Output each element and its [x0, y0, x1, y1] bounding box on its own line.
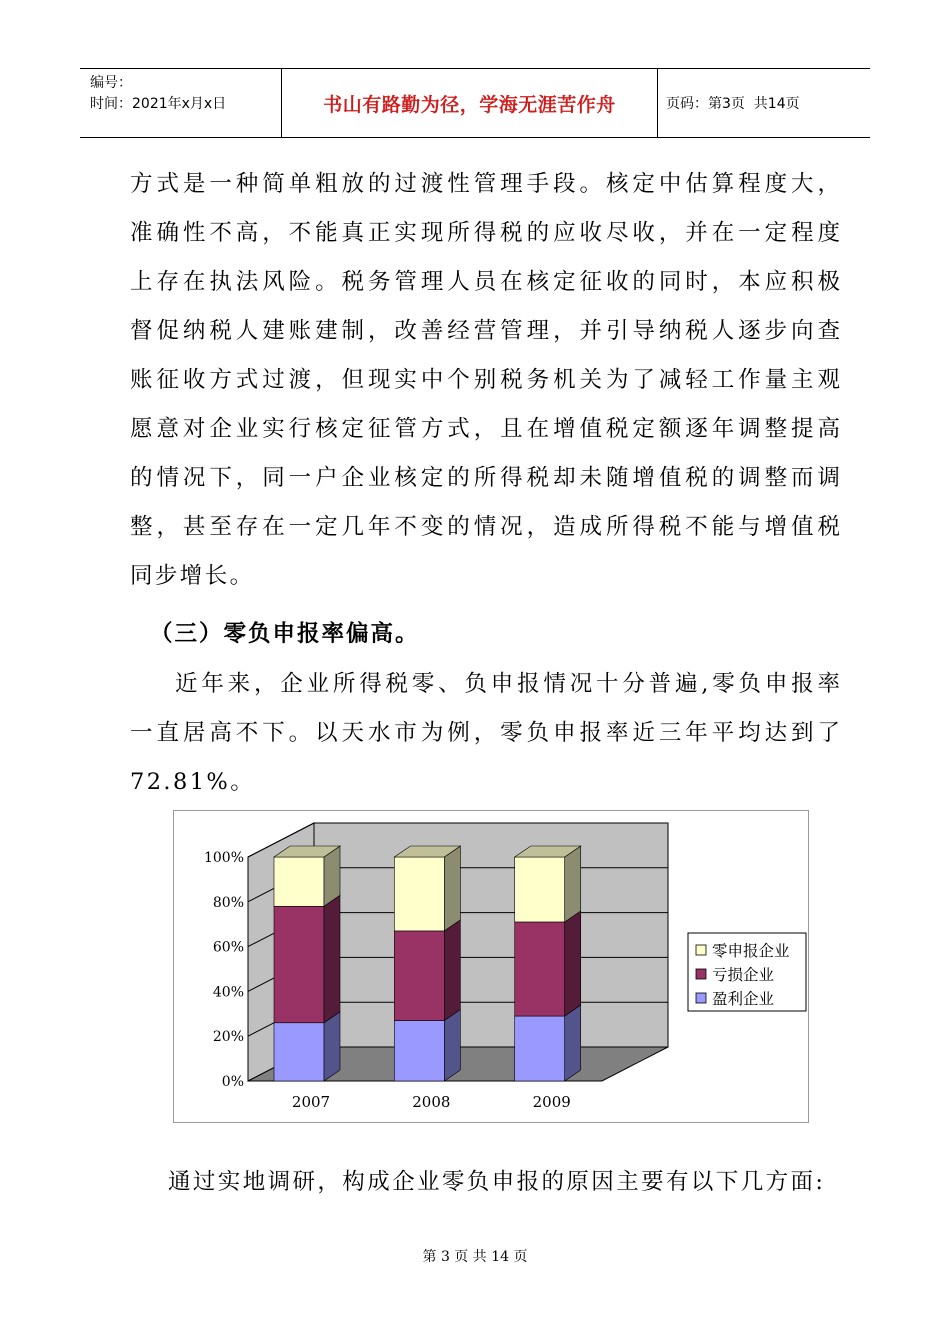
- paragraph-2: [130, 660, 840, 807]
- x-tick-label: 2009: [532, 1093, 571, 1111]
- y-tick-label: 40%: [212, 984, 244, 1001]
- legend-swatch: [696, 945, 706, 955]
- x-tick-label: 2008: [412, 1093, 451, 1111]
- text-line: 整，甚至存在一定几年不变的情况，造成所得税不能与增值税: [130, 514, 840, 540]
- paragraph-3: [130, 1158, 840, 1207]
- text-line: 上存在执法风险。税务管理人员在核定征收的同时，本应积极: [130, 269, 840, 295]
- text-line: 账征收方式过渡，但现实中个别税务机关为了减轻工作量主观: [130, 367, 840, 393]
- legend-label: 零申报企业: [712, 942, 790, 960]
- text-line: 72.81%。: [130, 769, 256, 795]
- text-line: 督促纳税人建账建制，改善经营管理，并引导纳税人逐步向查: [130, 318, 840, 344]
- text-line: 通过实地调研，构成企业零负申报的原因主要有以下几方面:: [168, 1169, 826, 1195]
- legend-label: 亏损企业: [712, 966, 775, 984]
- x-tick-label: 2007: [291, 1093, 331, 1111]
- header-page-info: [658, 69, 870, 137]
- bar-segment-side: [444, 846, 460, 931]
- bar-segment-side: [444, 1010, 460, 1081]
- bar-segment: [394, 1021, 444, 1081]
- paragraph-1: [130, 160, 840, 601]
- bar-segment: [274, 857, 324, 906]
- page-info-text: 页码：第3页 共14页: [666, 96, 800, 112]
- bar-segment-side: [565, 1005, 581, 1081]
- legend-swatch: [696, 993, 706, 1003]
- doc-time-label: 时间：2021年x月x日: [90, 96, 227, 112]
- text-line: 愿意对企业实行核定征管方式，且在增值税定额逐年调整提高: [130, 416, 840, 442]
- y-tick-label: 100%: [203, 850, 244, 866]
- doc-number-label: 编号：: [90, 75, 132, 91]
- page-header: [80, 68, 870, 138]
- y-tick-label: 0%: [221, 1074, 244, 1090]
- stacked-bar-chart: [174, 811, 808, 1122]
- text-line: 准确性不高，不能真正实现所得税的应收尽收，并在一定程度: [130, 220, 840, 246]
- bar-segment-side: [324, 895, 340, 1022]
- bar-segment-side: [444, 920, 460, 1021]
- y-tick-label: 20%: [212, 1029, 244, 1046]
- y-tick-label: 60%: [212, 939, 244, 956]
- chart-back-wall: [314, 823, 668, 1047]
- bar-segment: [274, 906, 324, 1022]
- text-line: 一直居高不下。以天水市为例，零负申报率近三年平均达到了: [130, 720, 840, 746]
- text-line: 方式是一种简单粗放的过渡性管理手段。核定中估算程度大，: [130, 171, 840, 197]
- bar-segment: [394, 931, 444, 1021]
- bar-segment: [515, 922, 565, 1016]
- legend-label: 盈利企业: [712, 990, 775, 1008]
- bar-segment-side: [565, 911, 581, 1016]
- bar-segment: [515, 857, 565, 922]
- bar-segment: [515, 1016, 565, 1081]
- page-footer: 第 3 页 共 14 页: [422, 1249, 528, 1265]
- bar-segment: [274, 1023, 324, 1081]
- bar-segment-side: [565, 846, 581, 922]
- chart-frame: [173, 810, 809, 1123]
- text-line: 的情况下，同一户企业核定的所得税却未随增值税的调整而调: [130, 465, 840, 491]
- section-heading: （三）零负申报率偏高。: [150, 621, 420, 647]
- bar-segment-side: [324, 1012, 340, 1081]
- header-motto: 书山有路勤为径，学海无涯苦作舟: [282, 69, 658, 137]
- y-tick-label: 80%: [212, 894, 244, 911]
- legend-swatch: [696, 969, 706, 979]
- header-meta: [80, 69, 282, 137]
- bar-segment: [394, 857, 444, 931]
- text-line: 近年来，企业所得税零、负申报情况十分普遍,零负申报率: [175, 671, 840, 697]
- text-line: 同步增长。: [130, 563, 255, 589]
